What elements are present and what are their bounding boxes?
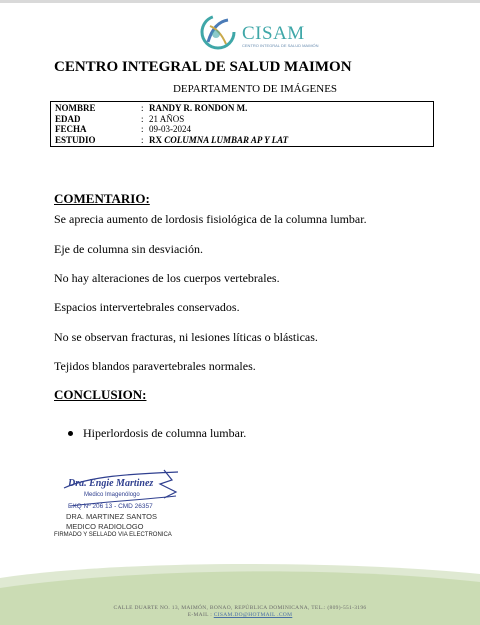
patient-info-box — [50, 101, 434, 147]
doctor-signature-block — [66, 512, 157, 532]
signature-stamp — [60, 466, 188, 514]
study-date: 09-03-2024 — [149, 124, 191, 134]
study-prefix: RX — [149, 134, 162, 145]
bullet-icon — [68, 431, 73, 436]
study-description: COLUMNA LUMBAR AP Y LAT — [164, 134, 289, 145]
department-title: DEPARTAMENTO DE IMÁGENES — [172, 83, 338, 95]
patient-label: ESTUDIO — [55, 134, 96, 145]
conclusion-heading: CONCLUSION: — [54, 387, 147, 402]
patient-label: NOMBRE — [55, 103, 96, 113]
footer-email-line — [0, 612, 480, 618]
finding-item: Tejidos blandos paravertebrales normales. — [54, 359, 256, 373]
cisam-logo — [196, 12, 319, 54]
colon: : — [141, 134, 144, 145]
org-title: CENTRO INTEGRAL DE SALUD MAIMON — [54, 59, 352, 75]
patient-label: EDAD — [55, 113, 81, 124]
finding-item: Eje de columna sin desviación. — [54, 242, 203, 256]
patient-row-date — [55, 124, 429, 135]
logo-emblem-icon — [196, 12, 242, 54]
study-name — [149, 135, 288, 146]
stamp-doctor-title: Medico Imagenólogo — [84, 492, 140, 498]
colon: : — [141, 124, 144, 134]
patient-age: 21 AÑOS — [149, 113, 185, 124]
doctor-title: MEDICO RADIOLOGO — [66, 522, 144, 531]
colon: : — [141, 113, 144, 124]
logo-name: CISAM — [242, 23, 305, 44]
doctor-name: DRA. MARTINEZ SANTOS — [66, 512, 157, 521]
top-border — [0, 0, 480, 3]
finding-item: No se observan fracturas, ni lesiones líticas o blásticas. — [54, 330, 318, 344]
finding-item: No hay alteraciones de los cuerpos vertebrales. — [54, 271, 280, 285]
logo-tagline: CENTRO INTEGRAL DE SALUD MAIMÓN — [242, 43, 319, 48]
signature-note: FIRMADO Y SELLADO VIA ELECTRONICA — [54, 532, 172, 538]
patient-row-age — [55, 114, 429, 125]
stamp-doctor-name: Dra. Engie Martinez — [68, 478, 154, 489]
finding-item: Espacios intervertebrales conservados. — [54, 300, 240, 314]
stamp-exequatur: EXQ Nº 206 13 - CMD 26357 — [68, 503, 153, 510]
comment-heading: COMENTARIO: — [54, 191, 150, 206]
footer-email-label: E-MAIL : — [187, 612, 213, 618]
patient-label: FECHA — [55, 124, 87, 134]
colon: : — [141, 103, 144, 113]
conclusion-item — [68, 426, 246, 441]
conclusion-text: Hiperlordosis de columna lumbar. — [83, 426, 247, 440]
patient-row-study — [55, 135, 429, 146]
patient-row-name — [55, 103, 429, 114]
finding-item: Se aprecia aumento de lordosis fisiológica de la columna lumbar. — [54, 212, 367, 226]
patient-name: RANDY R. RONDON M. — [149, 103, 248, 113]
footer-address: CALLE DUARTE NO. 13, MAIMÓN, BONAO, REPÚBLICA DOMINICANA, TEL.: (809)-551-3196 — [113, 605, 367, 611]
footer-email-link[interactable]: CISAM.DO@HOTMAIL .COM — [213, 612, 293, 618]
